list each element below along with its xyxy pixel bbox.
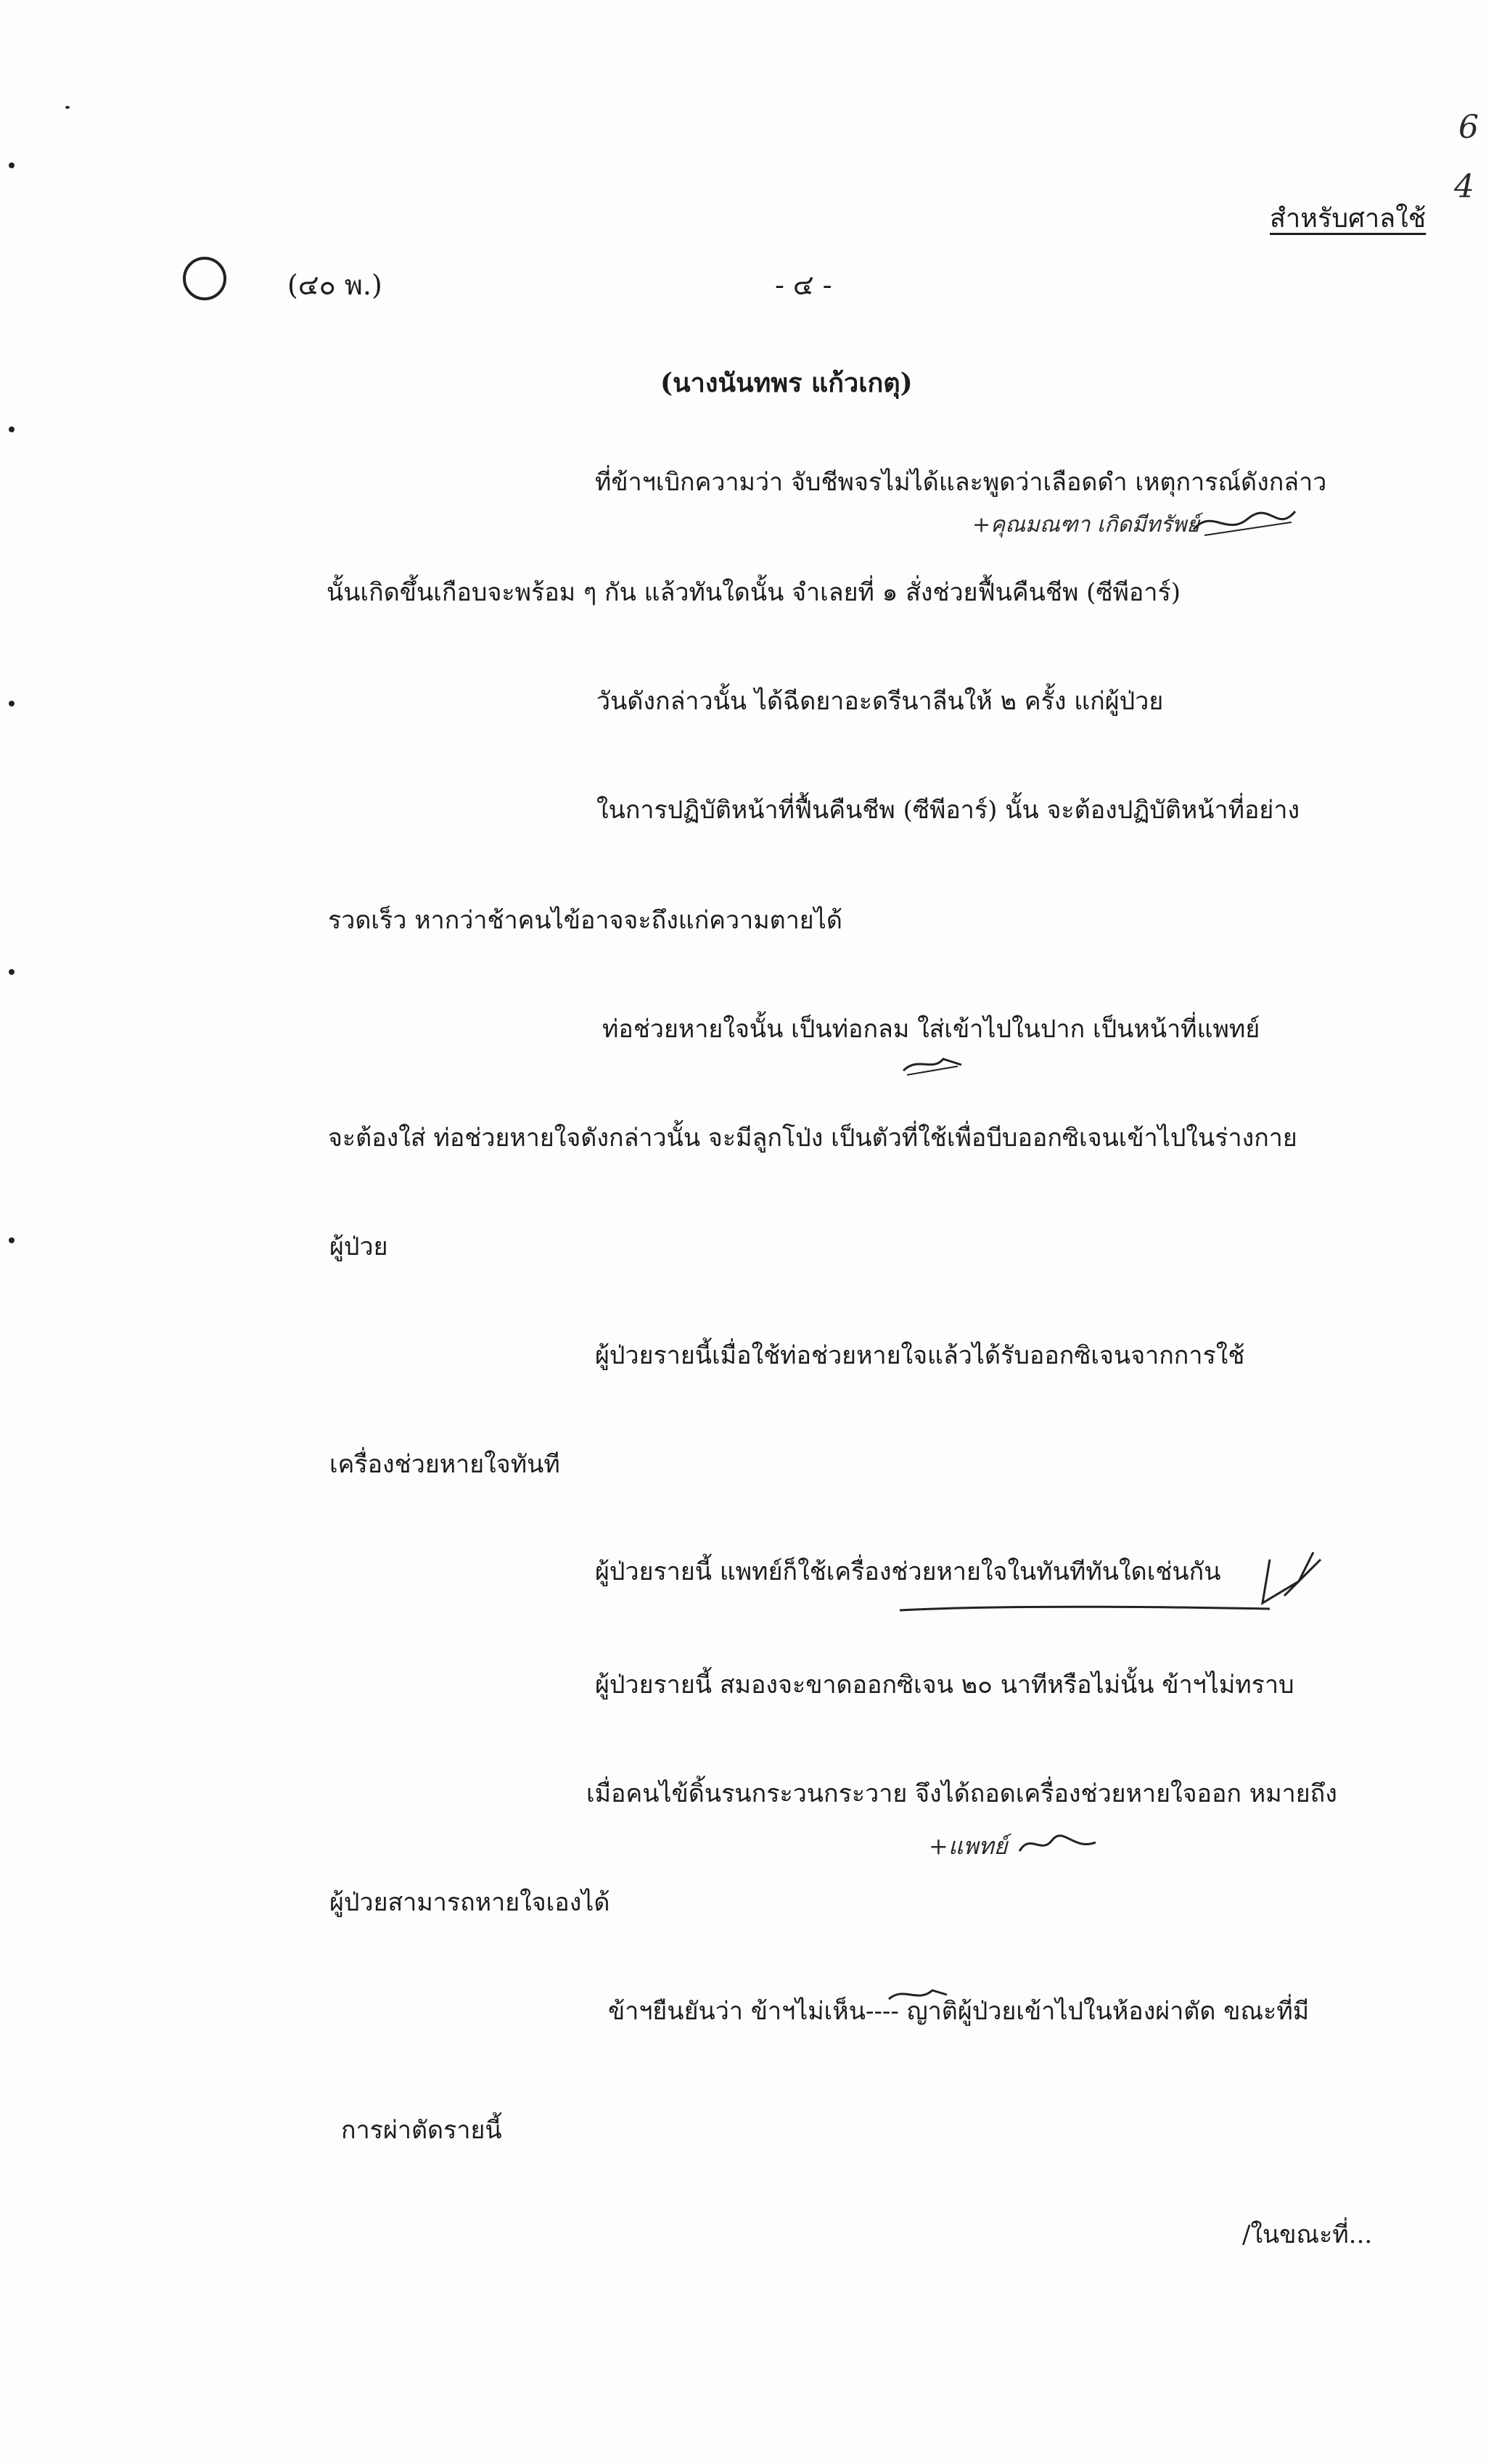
initial-scribble	[1255, 1545, 1328, 1618]
body-line: ผู้ป่วยสามารถหายใจเองได้	[329, 1888, 610, 1917]
strike-underline	[900, 1603, 1277, 1618]
body-line: นั้นเกิดขึ้นเกือบจะพร้อม ๆ กัน แล้วทันใดนั้น จำเลยที่ ๑ สั่งช่วยฟื้นคืนชีพ (ซีพีอาร์)	[327, 578, 1181, 607]
body-line: ที่ข้าฯเบิกความว่า จับชีพจรไม่ได้และพูดว่าเลือดดำ เหตุการณ์ดังกล่าว	[595, 468, 1327, 497]
continuation-note: /ในขณะที่...	[1242, 2220, 1373, 2249]
handwritten-insertion: +คุณมณฑา เกิดมีทรัพย์	[972, 512, 1199, 537]
body-line: ผู้ป่วยรายนี้เมื่อใช้ท่อช่วยหายใจแล้วได้รับออกซิเจนจากการใช้	[595, 1341, 1245, 1370]
body-line: การผ่าตัดรายนี้	[341, 2116, 502, 2145]
initial-scribble	[1016, 1829, 1103, 1858]
initial-scribble	[900, 1050, 965, 1079]
body-line: จะต้องใส่ ท่อช่วยหายใจดังกล่าวนั้น จะมีลูกโป่ง เป็นตัวที่ใช้เพื่อบีบออกซิเจนเข้าไปในร่างกาย	[328, 1124, 1297, 1153]
handwritten-insertion: +แพทย์	[929, 1832, 1008, 1860]
page-circle-mark	[183, 257, 226, 300]
body-line: ข้าฯยืนยันว่า ข้าฯไม่เห็น---- ญาติผู้ป่วยเข้าไปในห้องผ่าตัด ขณะที่มี	[608, 1997, 1310, 2026]
form-code: (๔๐ พ.)	[287, 269, 382, 301]
body-line: ผู้ป่วยรายนี้ แพทย์ก็ใช้เครื่องช่วยหายใจในทันทีทันใดเช่นกัน	[595, 1557, 1221, 1586]
corner-number-bottom: 4	[1454, 168, 1474, 205]
scan-speck	[9, 162, 15, 168]
body-line: วันดังกล่าวนั้น ได้ฉีดยาอะดรีนาลีนให้ ๒ ครั้ง แก่ผู้ป่วย	[596, 687, 1164, 716]
page-number: - ๔ -	[775, 269, 832, 301]
witness-name: (นางนันทพร แก้วเกตุ)	[660, 368, 913, 398]
scan-speck	[65, 106, 70, 109]
scan-speck	[9, 427, 15, 432]
scan-speck	[9, 969, 15, 975]
scan-speck	[9, 701, 15, 706]
body-line: รวดเร็ว หากว่าช้าคนไข้อาจจะถึงแก่ความตายได้	[328, 906, 842, 935]
body-line: ผู้ป่วย	[329, 1232, 388, 1261]
court-use-label: สำหรับศาลใช้	[1270, 204, 1427, 234]
body-line: ท่อช่วยหายใจนั้น เป็นท่อกลม ใส่เข้าไปในปาก เป็นหน้าที่แพทย์	[602, 1015, 1260, 1044]
strike-scribble	[885, 1985, 951, 2006]
signature-scribble	[1190, 500, 1299, 544]
corner-number-top: 6	[1458, 109, 1479, 146]
scan-speck	[9, 1237, 15, 1243]
body-line: เครื่องช่วยหายใจทันที	[329, 1450, 560, 1479]
body-line: ในการปฏิบัติหน้าที่ฟื้นคืนชีพ (ซีพีอาร์) นั้น จะต้องปฏิบัติหน้าที่อย่าง	[596, 796, 1300, 825]
body-line: เมื่อคนไข้ดิ้นรนกระวนกระวาย จึงได้ถอดเครื่องช่วยหายใจออก หมายถึง	[586, 1779, 1337, 1808]
body-line: ผู้ป่วยรายนี้ สมองจะขาดออกซิเจน ๒๐ นาทีหรือไม่นั้น ข้าฯไม่ทราบ	[595, 1670, 1294, 1699]
